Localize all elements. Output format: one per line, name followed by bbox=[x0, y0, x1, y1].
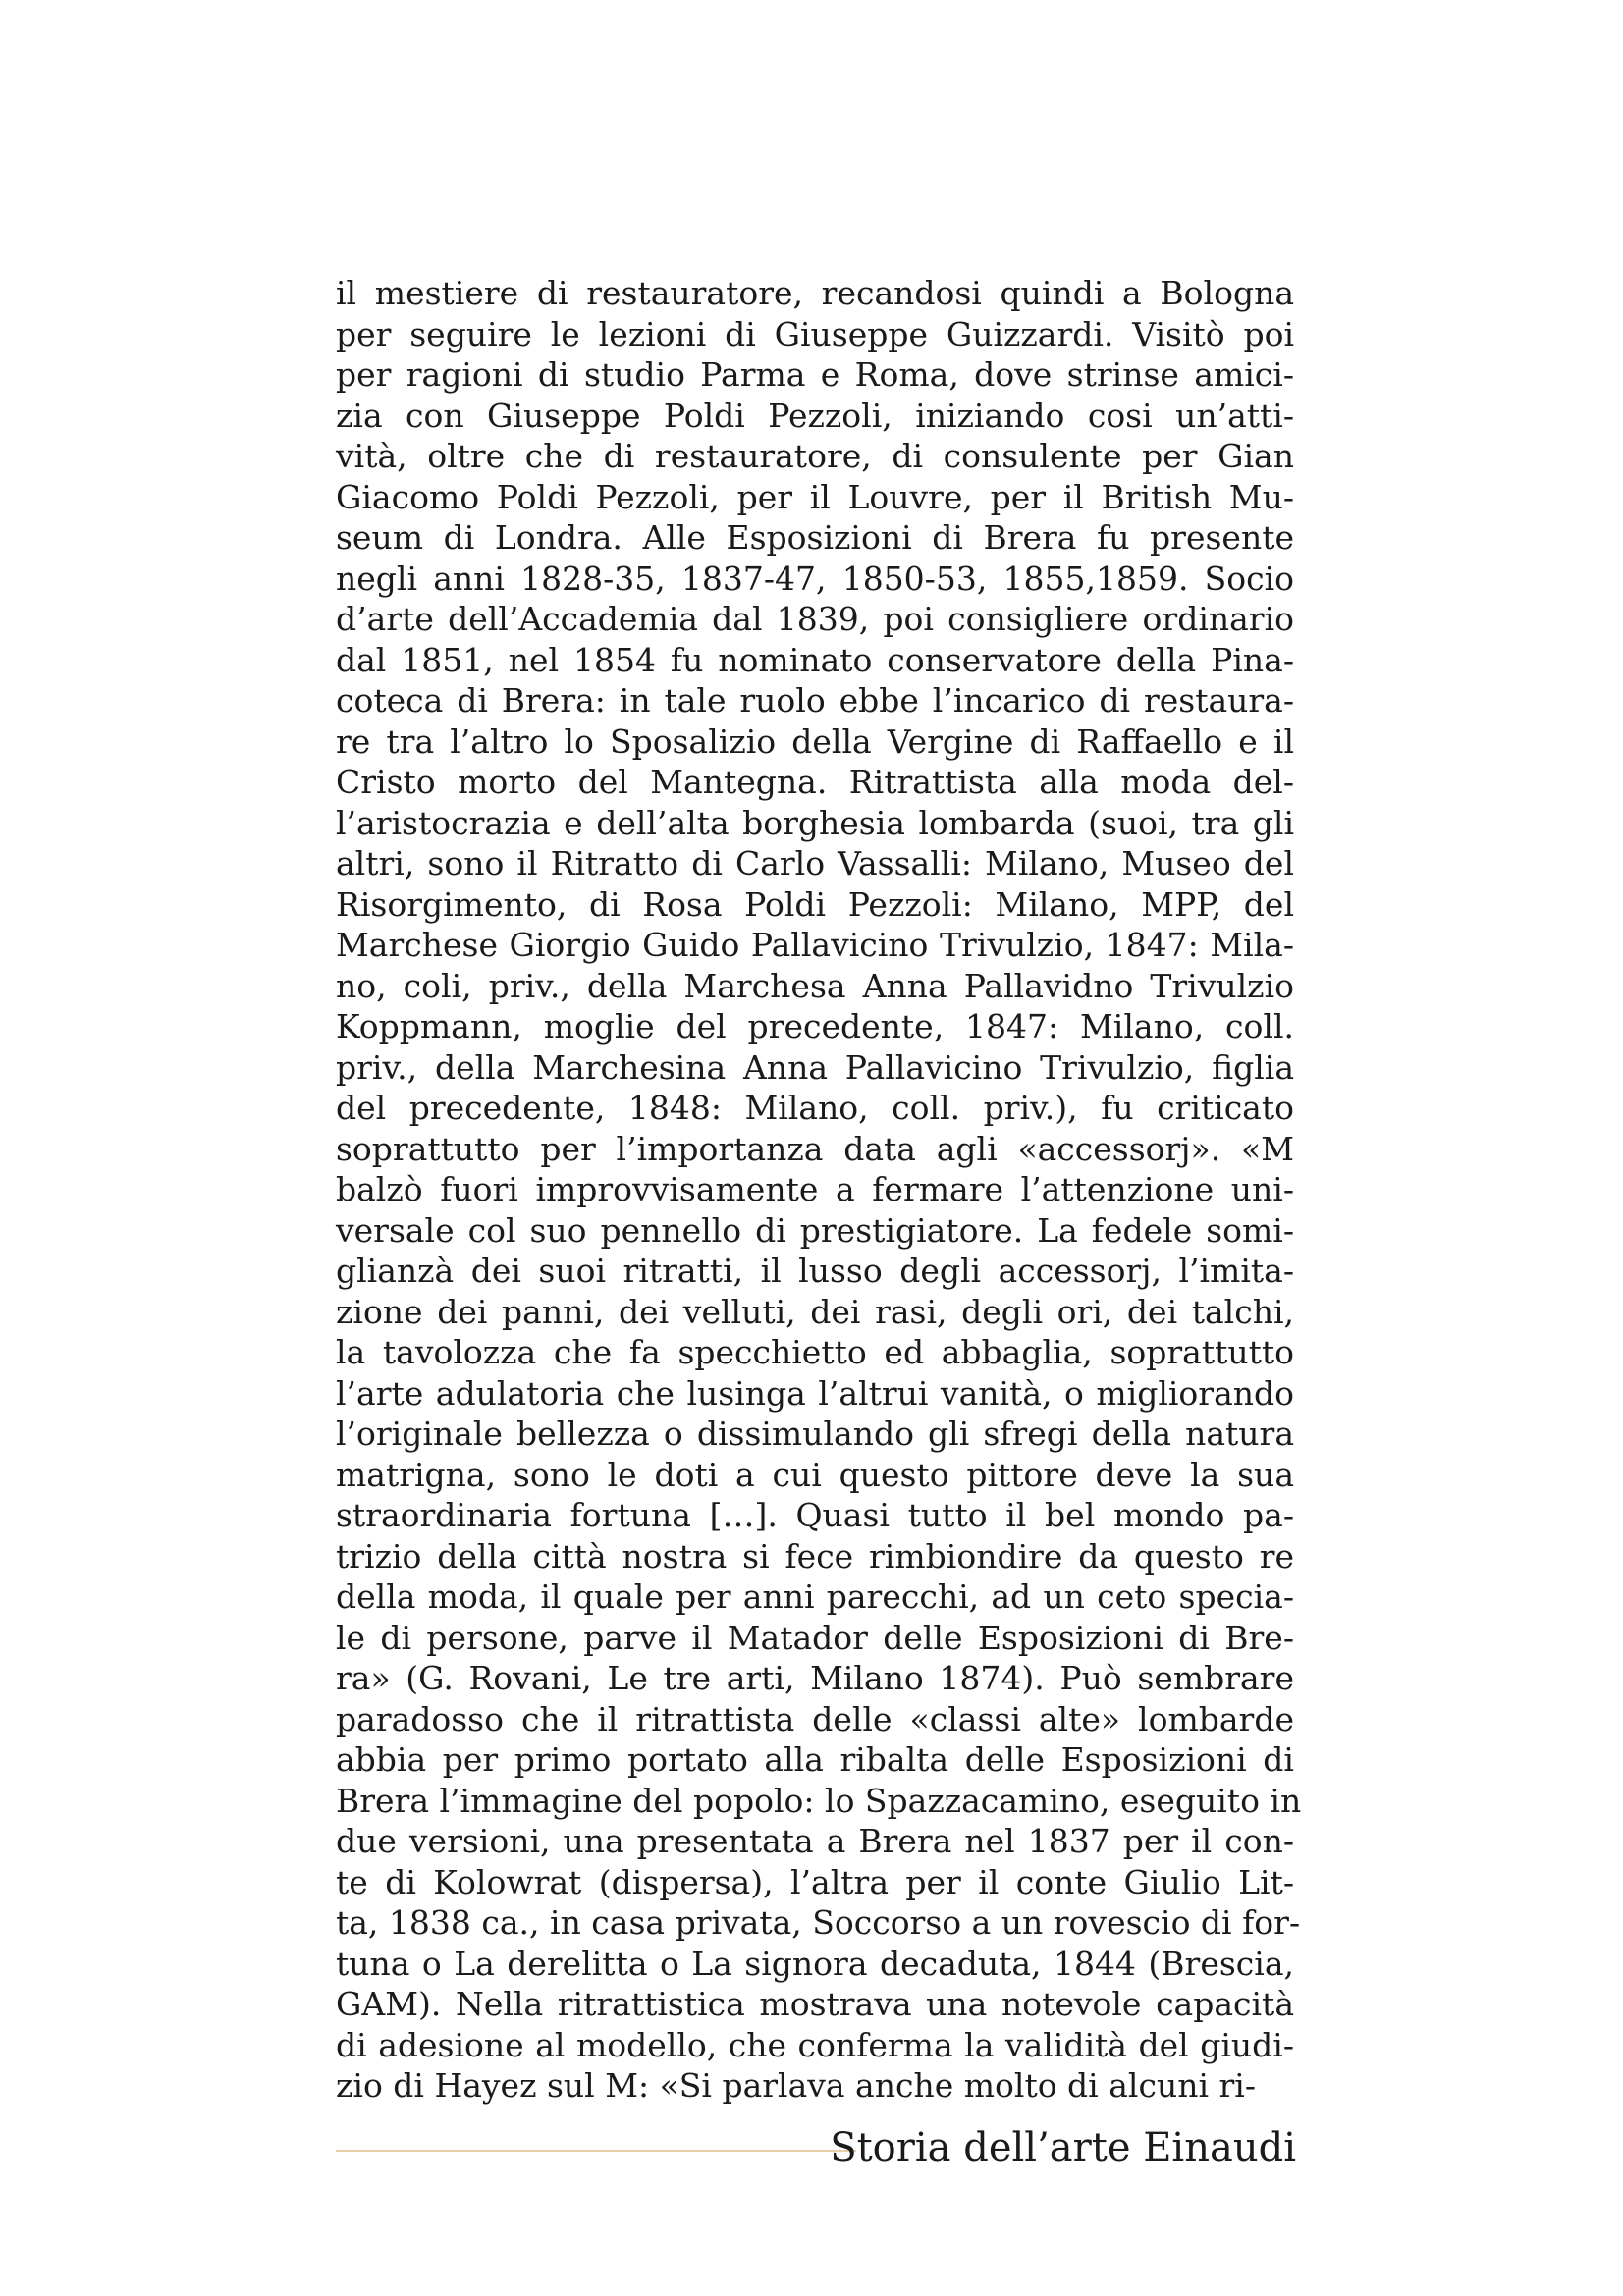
footer-rule bbox=[336, 2150, 856, 2152]
text-line: glianzà dei suoi ritratti, il lusso degli accessorj, l’imita- bbox=[336, 1252, 1294, 1290]
text-line: di adesione al modello, che conferma la validità del giudi- bbox=[336, 2025, 1294, 2064]
text-line: Koppmann, moglie del precedente, 1847: Milano, coll. bbox=[336, 1007, 1294, 1045]
text-line: Risorgimento, di Rosa Poldi Pezzoli: Milano, MPP, del bbox=[336, 884, 1294, 924]
text-line: della moda, il quale per anni parecchi, ad un ceto speciа- bbox=[336, 1577, 1294, 1616]
text-line: zia con Giuseppe Poldi Pezzoli, iniziando cosi un’atti- bbox=[336, 396, 1294, 435]
text-line: soprattutto per l’importanza data agli «accessorj». «M bbox=[336, 1129, 1294, 1168]
text-line: ra» (G. Rovani, Le tre arti, Milano 1874). Può sembrare bbox=[336, 1659, 1294, 1697]
text-line: tuna o La derelitta o La signora decaduta, 1844 (Brescia, bbox=[336, 1944, 1294, 1983]
text-line: l’aristocrazia e dell’alta borghesia lombarda (suoi, tra gli bbox=[336, 803, 1294, 842]
text-line: il mestiere di restauratore, recandosi quindi a Bologna bbox=[336, 274, 1294, 312]
text-line: coteca di Brera: in tale ruolo ebbe l’incarico di restaura- bbox=[336, 681, 1294, 720]
text-line: d’arte dell’Accademia dal 1839, poi consigliere ordinario bbox=[336, 600, 1294, 638]
text-line: dal 1851, nel 1854 fu nominato conservatore della Pina- bbox=[336, 640, 1294, 679]
text-line: versale col suo pennello di prestigiatore. La fedele somi- bbox=[336, 1210, 1294, 1250]
text-line: trizio della città nostra si fece rimbiondire da questo re bbox=[336, 1536, 1294, 1575]
text-line: zione dei panni, dei velluti, dei rasi, degli ori, dei talchi, bbox=[336, 1292, 1294, 1331]
text-line: Brera l’immagine del popolo: lo Spazzacamino, eseguito in bbox=[336, 1781, 1302, 1820]
text-line: seum di Londra. Alle Esposizioni di Brera fu presente bbox=[336, 518, 1294, 557]
text-line: balzò fuori improvvisamente a fermare l’attenzione uni- bbox=[336, 1170, 1294, 1208]
text-line: paradosso che il ritrattista delle «classi alte» lombarde bbox=[336, 1699, 1294, 1738]
text-line: la tavolozza che fa specchietto ed abbaglia, soprattutto bbox=[336, 1333, 1294, 1371]
text-line: straordinaria fortuna […]. Quasi tutto il bel mondo pa- bbox=[336, 1496, 1294, 1534]
text-line: matrigna, sono le doti a cui questo pittore deve la sua bbox=[336, 1455, 1294, 1494]
text-line: no, coli, priv., della Marchesa Anna Pallavidno Trivulzio bbox=[336, 966, 1294, 1005]
footer-title: Storia dell’arte Einaudi bbox=[830, 2125, 1296, 2170]
text-line: priv., della Marchesina Anna Pallavicino Trivulzio, figlia bbox=[336, 1047, 1294, 1087]
text-line: per ragioni di studio Parma e Roma, dove strinse amici- bbox=[336, 355, 1294, 394]
text-line: del precedente, 1848: Milano, coll. priv.), fu criticato bbox=[336, 1089, 1294, 1127]
text-line: Marchese Giorgio Guido Pallavicino Trivulzio, 1847: Mila- bbox=[336, 926, 1294, 964]
text-line: Giacomo Poldi Pezzoli, per il Louvre, per il British Mu- bbox=[336, 477, 1294, 516]
text-line: zio di Hayez sul M: «Si parlava anche molto di alcuni ri- bbox=[336, 2066, 1256, 2105]
text-line: altri, sono il Ritratto di Carlo Vassalli: Milano, Museo del bbox=[336, 844, 1294, 882]
text-line: le di persone, parve il Matador delle Esposizioni di Bre- bbox=[336, 1618, 1294, 1657]
text-line: GAM). Nella ritrattistica mostrava una notevole capacità bbox=[336, 1985, 1294, 2023]
text-line: te di Kolowrat (dispersa), l’altra per il conte Giulio Lit- bbox=[336, 1862, 1294, 1901]
text-line: negli anni 1828-35, 1837-47, 1850-53, 1855,1859. Socio bbox=[336, 559, 1294, 598]
text-line: l’originale bellezza o dissimulando gli sfregi della natura bbox=[336, 1415, 1294, 1453]
body-text bbox=[336, 273, 1302, 2107]
text-line: abbia per primo portato alla ribalta delle Esposizioni di bbox=[336, 1740, 1294, 1779]
text-line: re tra l’altro lo Sposalizio della Vergine di Raffaello e il bbox=[336, 721, 1294, 761]
text-line: Cristo morto del Mantegna. Ritrattista alla moda del- bbox=[336, 763, 1294, 801]
text-line: vità, oltre che di restauratore, di consulente per Gian bbox=[336, 437, 1294, 475]
text-line: ta, 1838 ca., in casa privata, Soccorso a un rovescio di for- bbox=[336, 1903, 1301, 1942]
text-line: due versioni, una presentata a Brera nel 1837 per il con- bbox=[336, 1822, 1294, 1860]
text-line: l’arte adulatoria che lusinga l’altrui vanità, o migliorando bbox=[336, 1373, 1294, 1413]
text-line: per seguire le lezioni di Giuseppe Guizzardi. Visitò poi bbox=[336, 314, 1294, 353]
